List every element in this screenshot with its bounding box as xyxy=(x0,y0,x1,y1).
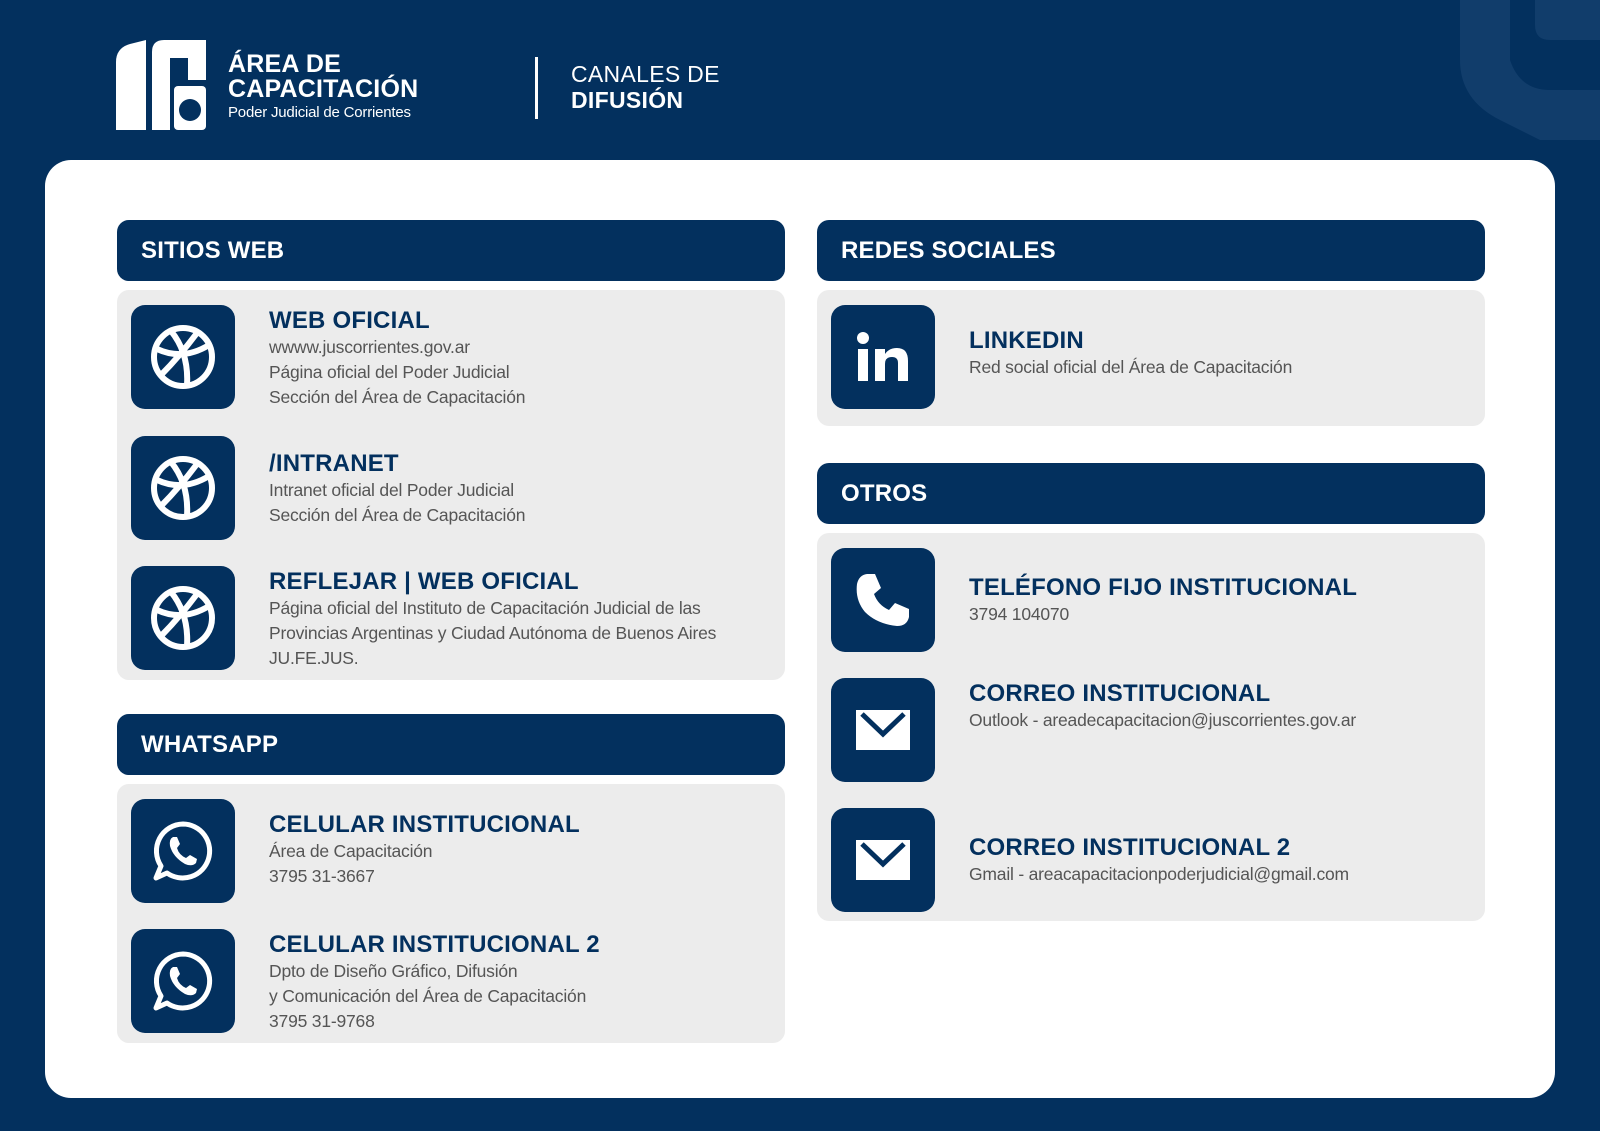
item-line: 3794 104070 xyxy=(969,604,1069,624)
mail-icon xyxy=(831,808,935,912)
whatsapp-icon xyxy=(131,929,235,1033)
item-title: TELÉFONO FIJO INSTITUCIONAL xyxy=(969,574,1358,601)
item-line: Red social oficial del Área de Capacitación xyxy=(969,357,1293,377)
item-line: Área de Capacitación xyxy=(269,841,433,861)
item-line: Sección del Área de Capacitación xyxy=(269,505,526,525)
item-line: Sección del Área de Capacitación xyxy=(269,387,526,407)
list-item-intranet[interactable] xyxy=(131,436,771,540)
item-line: Intranet oficial del Poder Judicial xyxy=(269,480,514,500)
page-title-line1: CANALES DE xyxy=(571,61,720,87)
list-item-correo-2[interactable] xyxy=(831,808,1471,912)
right-column xyxy=(817,220,1485,921)
globe-icon xyxy=(131,305,235,409)
item-title: WEB OFICIAL xyxy=(269,307,430,334)
page-title-line2: DIFUSIÓN xyxy=(571,87,684,113)
section-header-redes-sociales: REDES SOCIALES xyxy=(817,220,1485,281)
item-line: 3795 31-9768 xyxy=(269,1011,375,1031)
section-header-otros: OTROS xyxy=(817,463,1485,524)
globe-icon xyxy=(131,436,235,540)
header-divider xyxy=(535,57,538,119)
item-line: y Comunicación del Área de Capacitación xyxy=(269,986,587,1006)
corner-watermark xyxy=(1440,0,1600,150)
item-line: Provincias Argentinas y Ciudad Autónoma de Buenos Aires xyxy=(269,623,717,643)
panel-sitios-web xyxy=(117,290,785,680)
item-line: Outlook - areadecapacitacion@juscorrientes.gov.ar xyxy=(969,710,1357,730)
list-item-linkedin[interactable] xyxy=(831,305,1471,409)
item-line: Página oficial del Instituto de Capacitación Judicial de las xyxy=(269,598,701,618)
brand-title-line2: CAPACITACIÓN xyxy=(228,75,419,103)
item-title: CELULAR INSTITUCIONAL 2 xyxy=(269,931,600,958)
section-header-whatsapp: WHATSAPP xyxy=(117,714,785,775)
phone-icon xyxy=(831,548,935,652)
page-title xyxy=(571,61,720,113)
item-line: Dpto de Diseño Gráfico, Difusión xyxy=(269,961,518,981)
item-title: /INTRANET xyxy=(269,450,399,477)
item-title: CORREO INSTITUCIONAL 2 xyxy=(969,834,1291,861)
item-line: wwww.juscorrientes.gov.ar xyxy=(269,337,470,357)
logo-icon xyxy=(116,40,206,130)
list-item-correo-1[interactable] xyxy=(831,678,1471,782)
list-item-celular-2[interactable] xyxy=(131,929,771,1034)
brand-text xyxy=(228,52,418,124)
item-line: JU.FE.JUS. xyxy=(269,648,359,668)
brand-title-line1: ÁREA DE xyxy=(228,50,341,78)
panel-redes-sociales xyxy=(817,290,1485,426)
item-title: CELULAR INSTITUCIONAL xyxy=(269,811,580,838)
section-header-sitios-web: SITIOS WEB xyxy=(117,220,785,281)
mail-icon xyxy=(831,678,935,782)
item-title: CORREO INSTITUCIONAL xyxy=(969,680,1271,707)
item-title: REFLEJAR | WEB OFICIAL xyxy=(269,568,579,595)
left-column xyxy=(117,220,785,1043)
list-item-celular-1[interactable] xyxy=(131,799,771,903)
list-item-reflejar[interactable] xyxy=(131,566,771,671)
panel-otros xyxy=(817,533,1485,921)
list-item-telefono[interactable] xyxy=(831,548,1471,652)
globe-icon xyxy=(131,566,235,670)
linkedin-icon xyxy=(831,305,935,409)
item-line: 3795 31-3667 xyxy=(269,866,375,886)
item-title: LINKEDIN xyxy=(969,327,1084,354)
brand-subtitle: Poder Judicial de Corrientes xyxy=(228,104,411,121)
whatsapp-icon xyxy=(131,799,235,903)
item-line: Página oficial del Poder Judicial xyxy=(269,362,510,382)
panel-whatsapp xyxy=(117,784,785,1043)
item-line: Gmail - areacapacitacionpoderjudicial@gmail.com xyxy=(969,864,1349,884)
list-item-web-oficial[interactable] xyxy=(131,305,771,410)
